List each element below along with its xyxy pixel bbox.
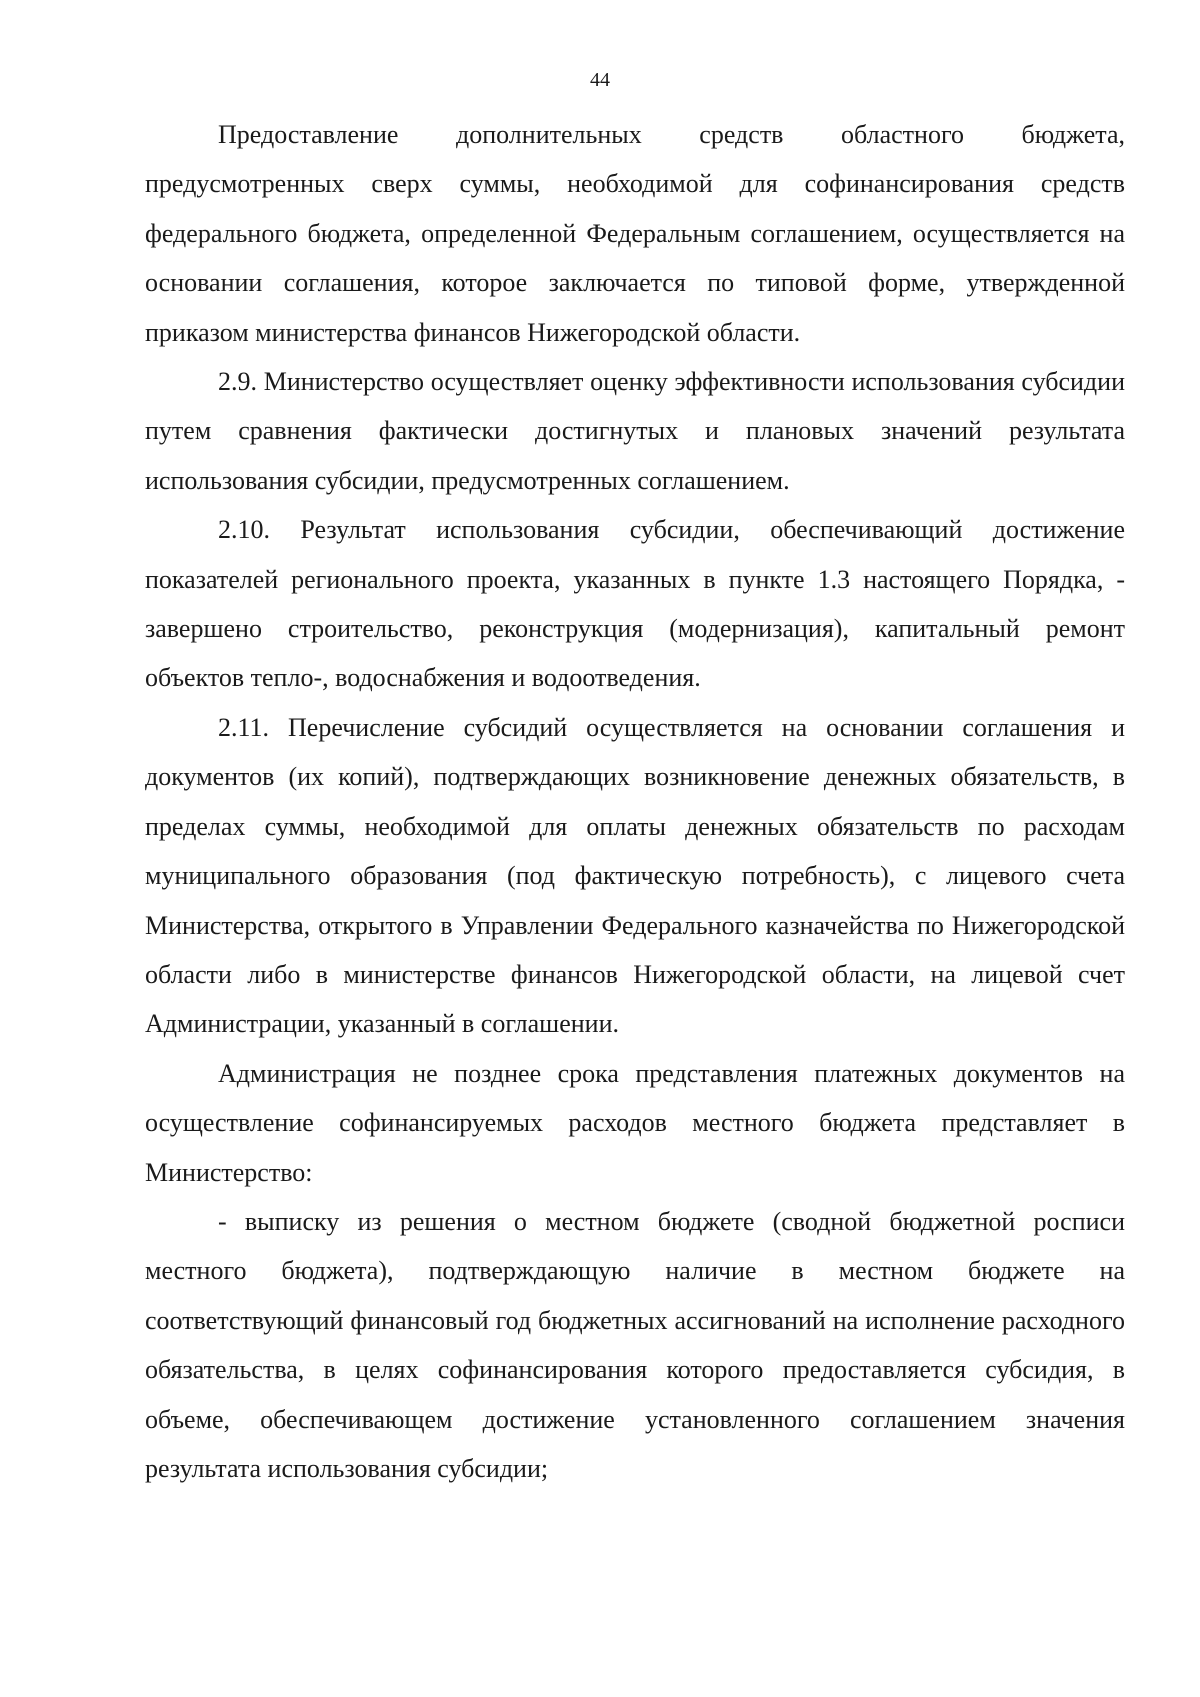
paragraph-2-11-subsidy-transfer: 2.11. Перечисление субсидий осуществляется на основании соглашения и документов (их копий), подтверждающих возникновение денежных обязательств, в пределах суммы, необходимой для оплаты денежных обязательств по расходам муниципального образования (под фактическую потребность), с лицевого счета Министерства, открытого в Управлении Федерального казначейства по Нижегородской области либо в министерстве финансов Нижегородской области, на лицевой счет Администрации, указанный в соглашении. [145,712,1125,1039]
paragraph-administration-submission: Администрация не позднее срока представления платежных документов на осуществление софинансируемых расходов местного бюджета представляет в Министерство: [145,1058,1125,1187]
paragraph-2-9-efficiency-evaluation: 2.9. Министерство осуществляет оценку эффективности использования субсидии путем сравнения фактически достигнутых и плановых значений результата использования субсидии, предусмотренных соглашением. [145,367,1125,495]
document-body [145,110,1125,1493]
paragraph-budget-extract-item: - выписку из решения о местном бюджете (сводной бюджетной росписи местного бюджета), подтверждающую наличие в местном бюджете на соответствующий финансовый год бюджетных ассигнований на исполнение расходного обязательства, в целях софинансирования которого предоставляется субсидия, в объеме, обеспечивающем достижение установленного соглашением значения результата использования субсидии; [145,1206,1125,1483]
paragraph-additional-funds: Предоставление дополнительных средств областного бюджета, предусмотренных сверх суммы, необходимой для софинансирования средств федерального бюджета, определенной Федеральным соглашением, осуществляется на основании соглашения, которое заключается по типовой форме, утвержденной приказом министерства финансов Нижегородской области. [145,120,1125,347]
page-number: 44 [590,69,610,91]
paragraph-2-10-subsidy-result: 2.10. Результат использования субсидии, обеспечивающий достижение показателей регионального проекта, указанных в пункте 1.3 настоящего Порядка, - завершено строительство, реконструкция (модернизация), капитальный ремонт объектов тепло-, водоснабжения и водоотведения. [145,515,1125,693]
